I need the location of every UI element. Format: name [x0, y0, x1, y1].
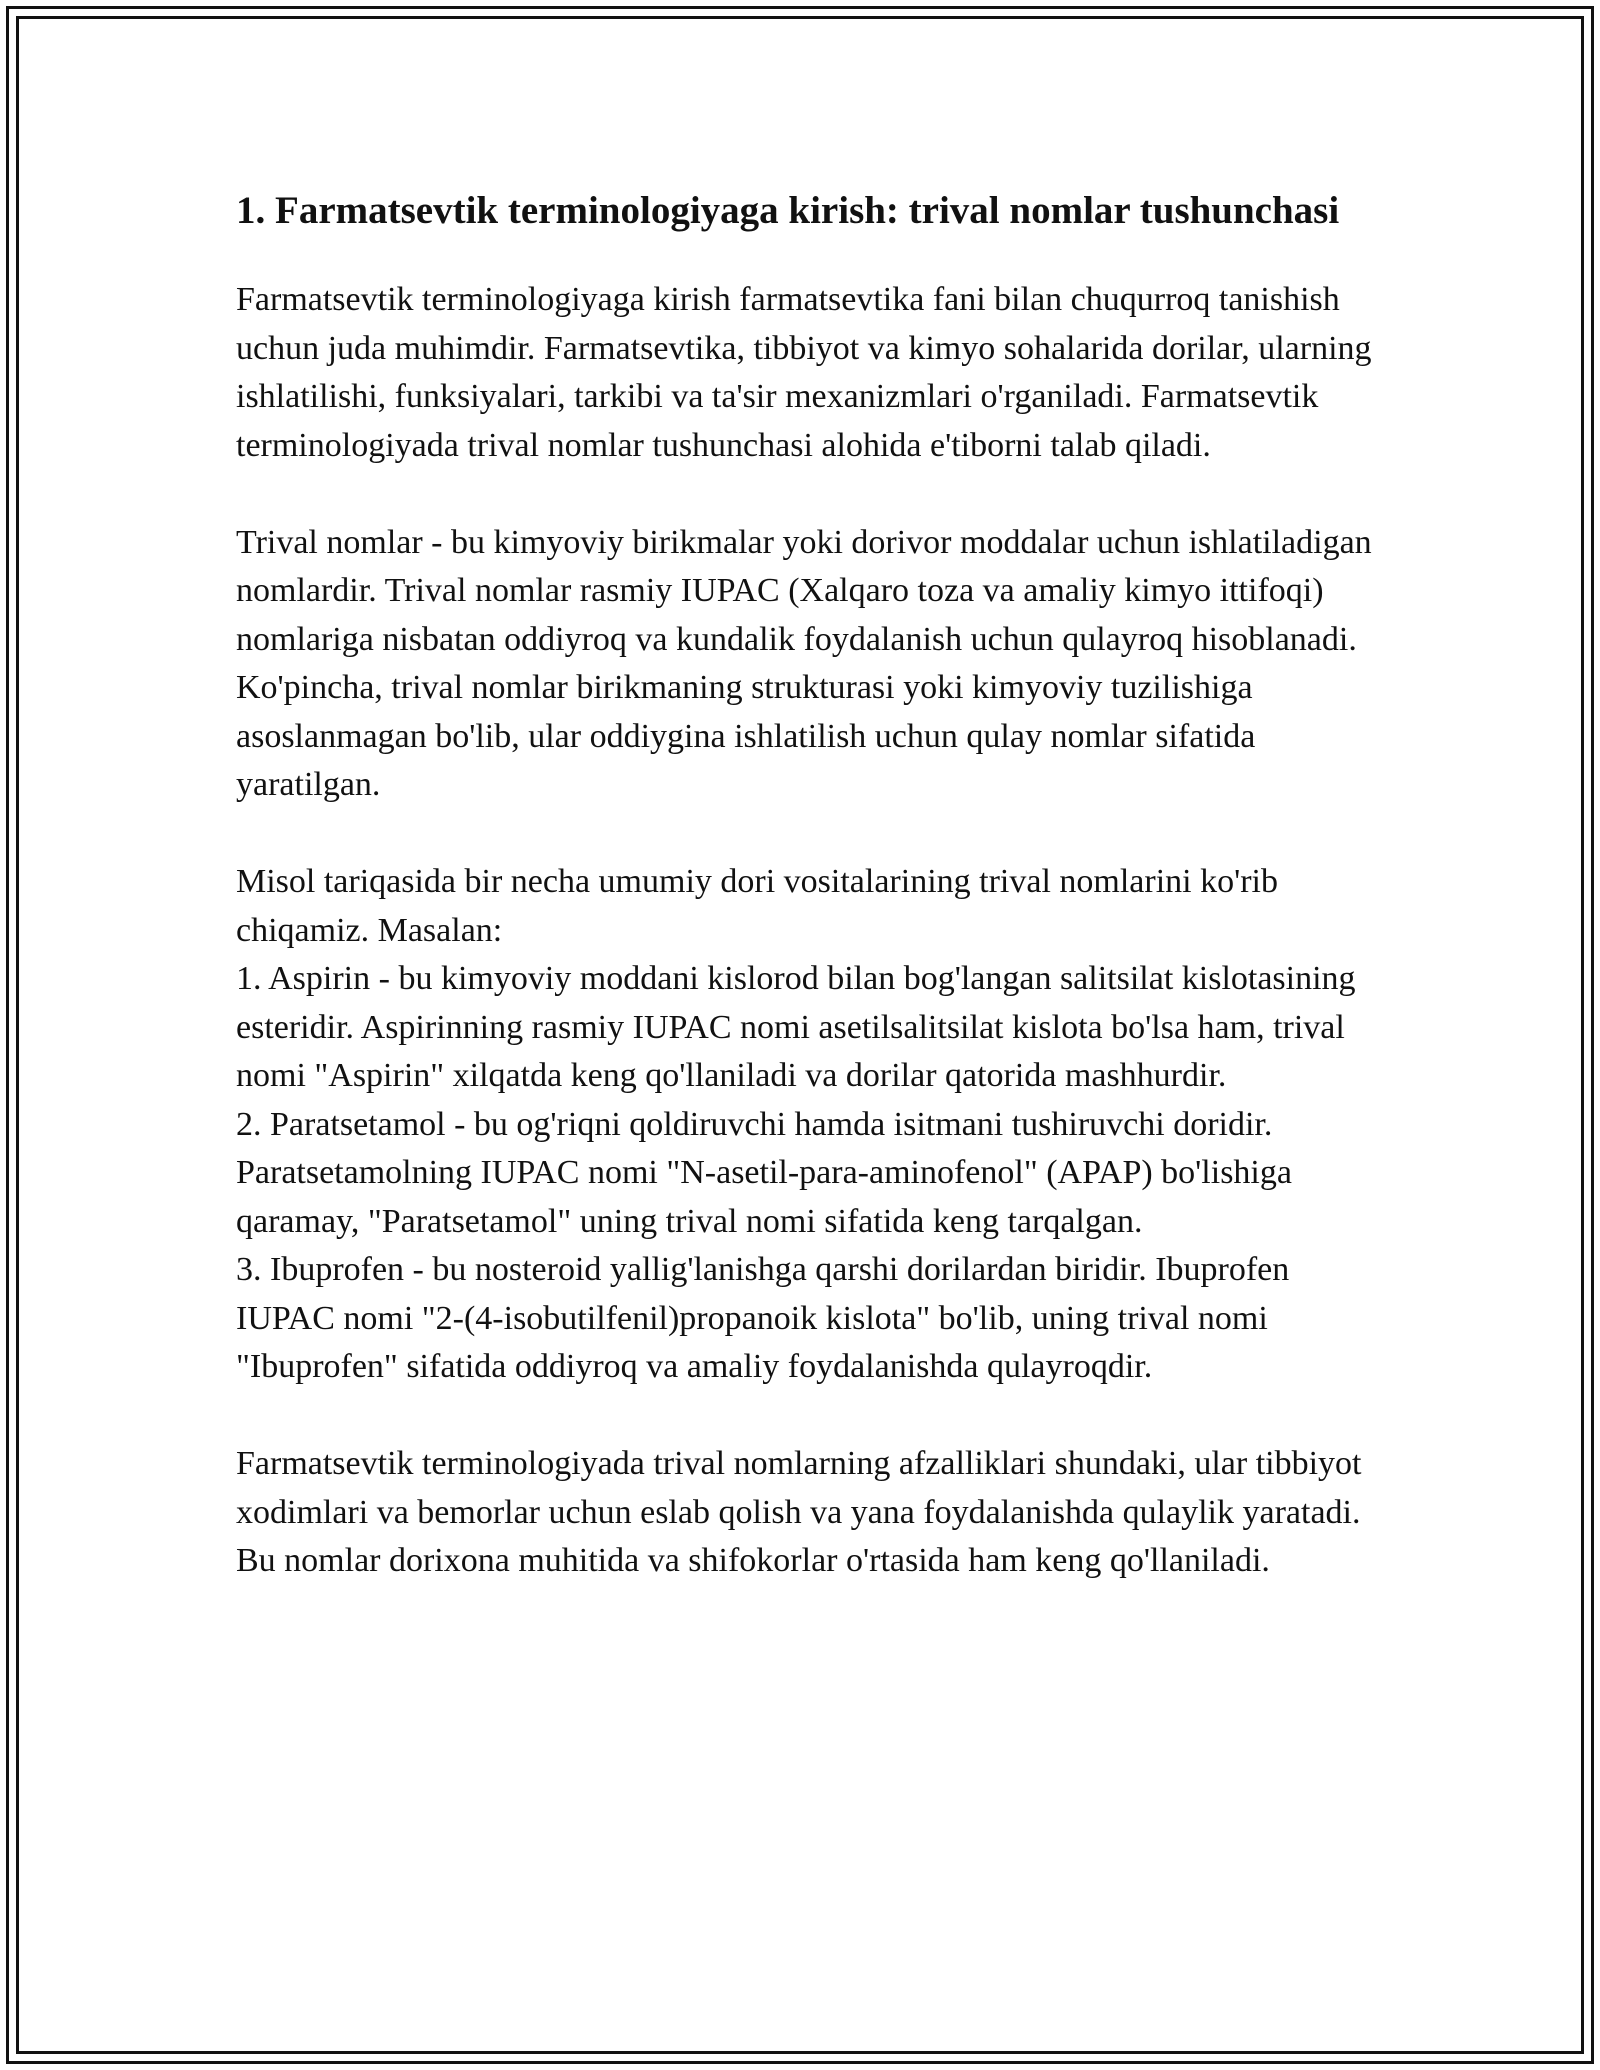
document-title: 1. Farmatsevtik terminologiyaga kirish: trival nomlar tushunchasi: [236, 189, 1340, 232]
document-body: [236, 184, 1376, 1586]
paragraph-spacer: [236, 1392, 1376, 1441]
paragraph-advantages: Farmatsevtik terminologiyada trival nomlarning afzalliklari shundaki, ular tibbiyot xodimlari va bemorlar uchun eslab qolish va yana foydalanishda qulaylik yaratadi. Bu nomlar dorixona muhitida va shifokorlar o'rtasida ham keng qo'llaniladi.: [236, 1445, 1362, 1579]
paragraph-examples: Misol tariqasida bir necha umumiy dori vositalarining trival nomlarini ko'rib chiqamiz. Masalan: 1. Aspirin - bu kimyoviy moddani kislorod bilan bog'langan salitsilat kislotasining esteridir. Aspirinning rasmiy IUPAC nomi asetilsalitsilat kislota bo'lsa ham, trival nomi "Aspirin" xilqatda keng qo'llaniladi va dorilar qatorida mashhurdir. 2. Paratsetamol - bu og'riqni qoldiruvchi hamda isitmani tushiruvchi doridir. Paratsetamolning IUPAC nomi "N-asetil-para-aminofenol" (APAP) bo'lishiga qaramay, "Paratsetamol" uning trival nomi sifatida keng tarqalgan. 3. Ibuprofen - bu nosteroid yallig'lanishga qarshi dorilardan biridir. Ibuprofen IUPAC nomi "2-(4-isobutilfenil)propanoik kislota" bo'lib, uning trival nomi "Ibuprofen" sifatida oddiyroq va amaliy foydalanishda qulayroqdir.: [236, 863, 1356, 1385]
paragraph-spacer: [236, 810, 1376, 859]
paragraph-spacer: [236, 470, 1376, 519]
paragraph-trival-definition: Trival nomlar - bu kimyoviy birikmalar yoki dorivor moddalar uchun ishlatiladigan nomlardir. Trival nomlar rasmiy IUPAC (Xalqaro toza va amaliy kimyo ittifoqi) nomlariga nisbatan oddiyroq va kundalik foydalanish uchun qulayroq hisoblanadi. Ko'pincha, trival nomlar birikmaning strukturasi yoki kimyoviy tuzilishiga asoslanmagan bo'lib, ular oddiygina ishlatilish uchun qulay nomlar sifatida yaratilgan.: [236, 523, 1372, 803]
paragraph-introduction: Farmatsevtik terminologiyaga kirish farmatsevtika fani bilan chuqurroq tanishish uchun juda muhimdir. Farmatsevtika, tibbiyot va kimyo sohalarida dorilar, ularning ishlatilishi, funksiyalari, tarkibi va ta'sir mexanizmlari o'rganiladi. Farmatsevtik terminologiyada trival nomlar tushunchasi alohida e'tiborni talab qiladi.: [236, 281, 1372, 464]
